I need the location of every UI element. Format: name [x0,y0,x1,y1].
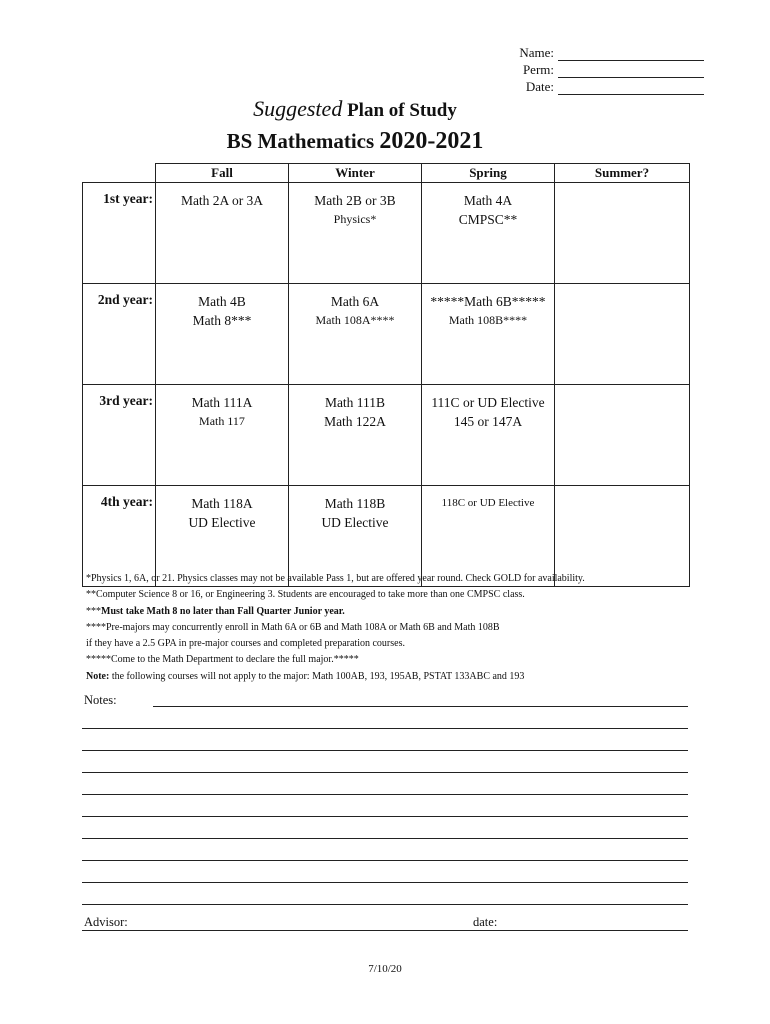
note-label: Note: [86,670,110,682]
footnote-physics: *Physics 1, 6A, or 21. Physics classes may not be available Pass 1, but are offered year round. Check GOLD for availability. [86,573,585,584]
signature-line[interactable] [82,930,688,931]
summer-cell[interactable] [555,385,690,486]
date-label: Date: [525,79,554,94]
summer-cell[interactable] [555,284,690,385]
document-title [0,128,710,155]
course-entry: Math 4B [198,294,246,309]
row-label: 3rd year: [83,385,156,486]
notes-line[interactable] [82,728,688,729]
course-entry: UD Elective [321,515,389,530]
note-text: the following courses will not apply to the major: Math 100AB, 193, 195AB, PSTAT 133ABC and 193 [109,670,525,682]
column-header-spring: Spring [422,164,555,183]
course-entry: 111C or UD Elective [431,395,545,410]
footnote-declare: *****Come to the Math Department to declare the full major.***** [86,654,359,666]
document-subtitle [0,96,710,122]
course-entry: 145 or 147A [453,414,523,429]
academic-year: 2020-2021 [379,128,484,154]
program-name: BS Mathematics [226,129,375,153]
table-row-year-2 [83,284,690,385]
course-entry: Math 117 [199,414,245,428]
course-entry: Math 2B or 3B [314,193,396,208]
footnote-math8 [86,604,706,620]
course-entry: Math 118B [324,496,386,511]
plan-of-study-text: Plan of Study [347,100,457,121]
winter-cell [289,284,422,385]
summer-cell[interactable] [555,183,690,284]
notes-line[interactable] [82,882,688,883]
notes-label: Notes: [84,693,117,707]
student-id-block [519,44,704,95]
table-row-year-1 [83,183,690,284]
course-entry: Physics* [333,212,377,226]
course-entry: Math 122A [324,414,386,429]
name-field[interactable] [558,49,704,61]
footnote-note [86,669,706,685]
notes-line[interactable] [82,750,688,751]
date-field[interactable] [558,83,704,95]
notes-line[interactable] [82,772,688,773]
notes-line[interactable] [82,838,688,839]
perm-label: Perm: [522,62,554,77]
course-entry: Math 4A [463,193,513,208]
notes-line[interactable] [82,794,688,795]
footnote-premajor-line1: ****Pre-majors may concurrently enroll in Math 6A or 6B and Math 108A or Math 6B and Math 108B [86,621,500,633]
row-label: 4th year: [83,486,156,587]
footnotes [86,571,706,685]
advisor-label: Advisor: [84,915,128,929]
perm-field[interactable] [558,66,704,78]
study-plan-table [82,163,690,587]
row-label: 1st year: [83,183,156,284]
perm-row [519,61,704,78]
fall-cell [156,284,289,385]
suggested-word: Suggested [253,96,343,121]
fall-cell [156,385,289,486]
notes-line[interactable] [82,904,688,905]
course-entry: Math 111B [324,395,386,410]
date-row [519,78,704,95]
corner-cell [83,164,156,183]
fall-cell [156,183,289,284]
winter-cell [289,385,422,486]
column-header-winter: Winter [289,164,422,183]
advisor-date-label: date: [473,915,498,929]
footnote-math8-text: Must take Math 8 no later than Fall Quarter Junior year. [101,605,345,617]
footnote-math8-marker: *** [86,605,101,617]
footnote-cs: **Computer Science 8 or 16, or Engineering 3. Students are encouraged to take more than one CMPSC class. [86,589,525,601]
course-entry: Math 2A or 3A [180,193,264,208]
name-label: Name: [519,45,554,60]
winter-cell [289,183,422,284]
course-entry: *****Math 6B***** [430,294,546,309]
course-entry: Math 118A [191,496,253,511]
footnote-premajor-line2: if they have a 2.5 GPA in pre-major courses and completed preparation courses. [86,638,405,650]
table-header-row [83,164,690,183]
spring-cell [422,284,555,385]
column-header-summer: Summer? [555,164,690,183]
spring-cell [422,385,555,486]
course-entry: Math 108B**** [448,313,528,327]
row-label: 2nd year: [83,284,156,385]
page-footer-date: 7/10/20 [368,963,402,975]
course-entry: Math 108A**** [315,313,395,327]
course-entry: CMPSC** [458,212,518,227]
notes-line[interactable] [82,860,688,861]
column-header-fall: Fall [156,164,289,183]
spring-cell [422,183,555,284]
table-row-year-3 [83,385,690,486]
course-entry: Math 8*** [192,313,252,328]
notes-line[interactable] [153,706,688,707]
course-entry: 118C or UD Elective [441,497,535,509]
course-entry: UD Elective [188,515,256,530]
course-entry: Math 111A [191,395,253,410]
course-entry: Math 6A [330,294,380,309]
name-row [519,44,704,61]
notes-line[interactable] [82,816,688,817]
